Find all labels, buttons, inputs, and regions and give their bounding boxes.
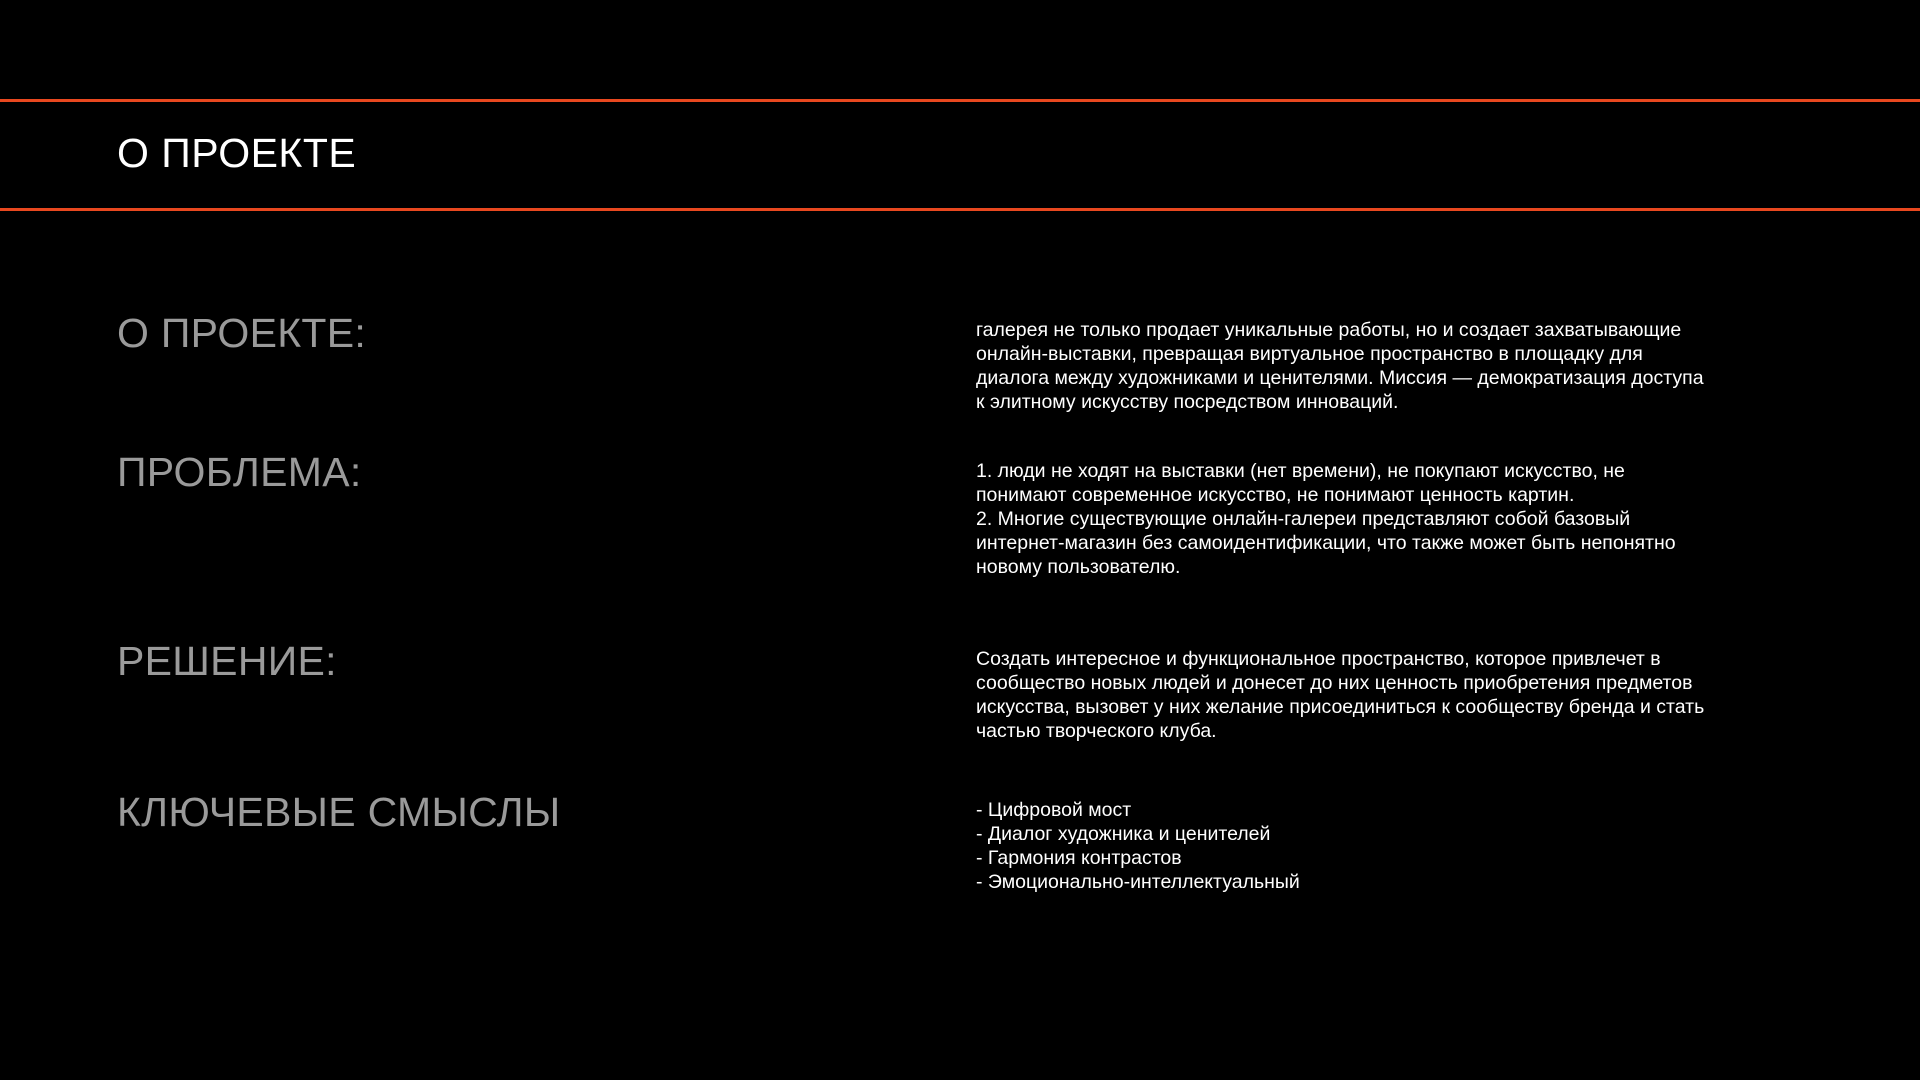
section-text-problem: 1. люди не ходят на выставки (нет времени), не покупают искусство, не понимают современное искусство, не понимают ценность картин. 2. Многие существующие онлайн-галереи представляют собой базовый интернет-магазин без самоидентификации, что также может быть непонятно новому пользователю. <box>976 460 1676 578</box>
header-top-rule <box>0 99 1920 102</box>
section-text-key-meanings: - Цифровой мост - Диалог художника и ценителей - Гармония контрастов - Эмоционально-интеллектуальный <box>976 799 1300 893</box>
section-text-solution: Создать интересное и функциональное пространство, которое привлечет в сообщество новых людей и донесет до них ценность приобретения предметов искусства, вызовет у них желание присоединиться к сообществу бренда и стать частью творческого клуба. <box>976 648 1705 742</box>
section-label-about: О ПРОЕКТЕ: <box>117 310 367 356</box>
page-title: О ПРОЕКТЕ <box>117 130 357 176</box>
header-bottom-rule <box>0 208 1920 211</box>
section-text-about: галерея не только продает уникальные работы, но и создает захватывающие онлайн-выставки, превращая виртуальное пространство в площадку для диалога между художниками и ценителями. Миссия — демократизация доступа к элитному искусству посредством инноваций. <box>976 319 1704 413</box>
section-label-key-meanings: КЛЮЧЕВЫЕ СМЫСЛЫ <box>117 789 561 835</box>
section-label-solution: РЕШЕНИЕ: <box>117 638 337 684</box>
section-label-problem: ПРОБЛЕМА: <box>117 449 362 495</box>
